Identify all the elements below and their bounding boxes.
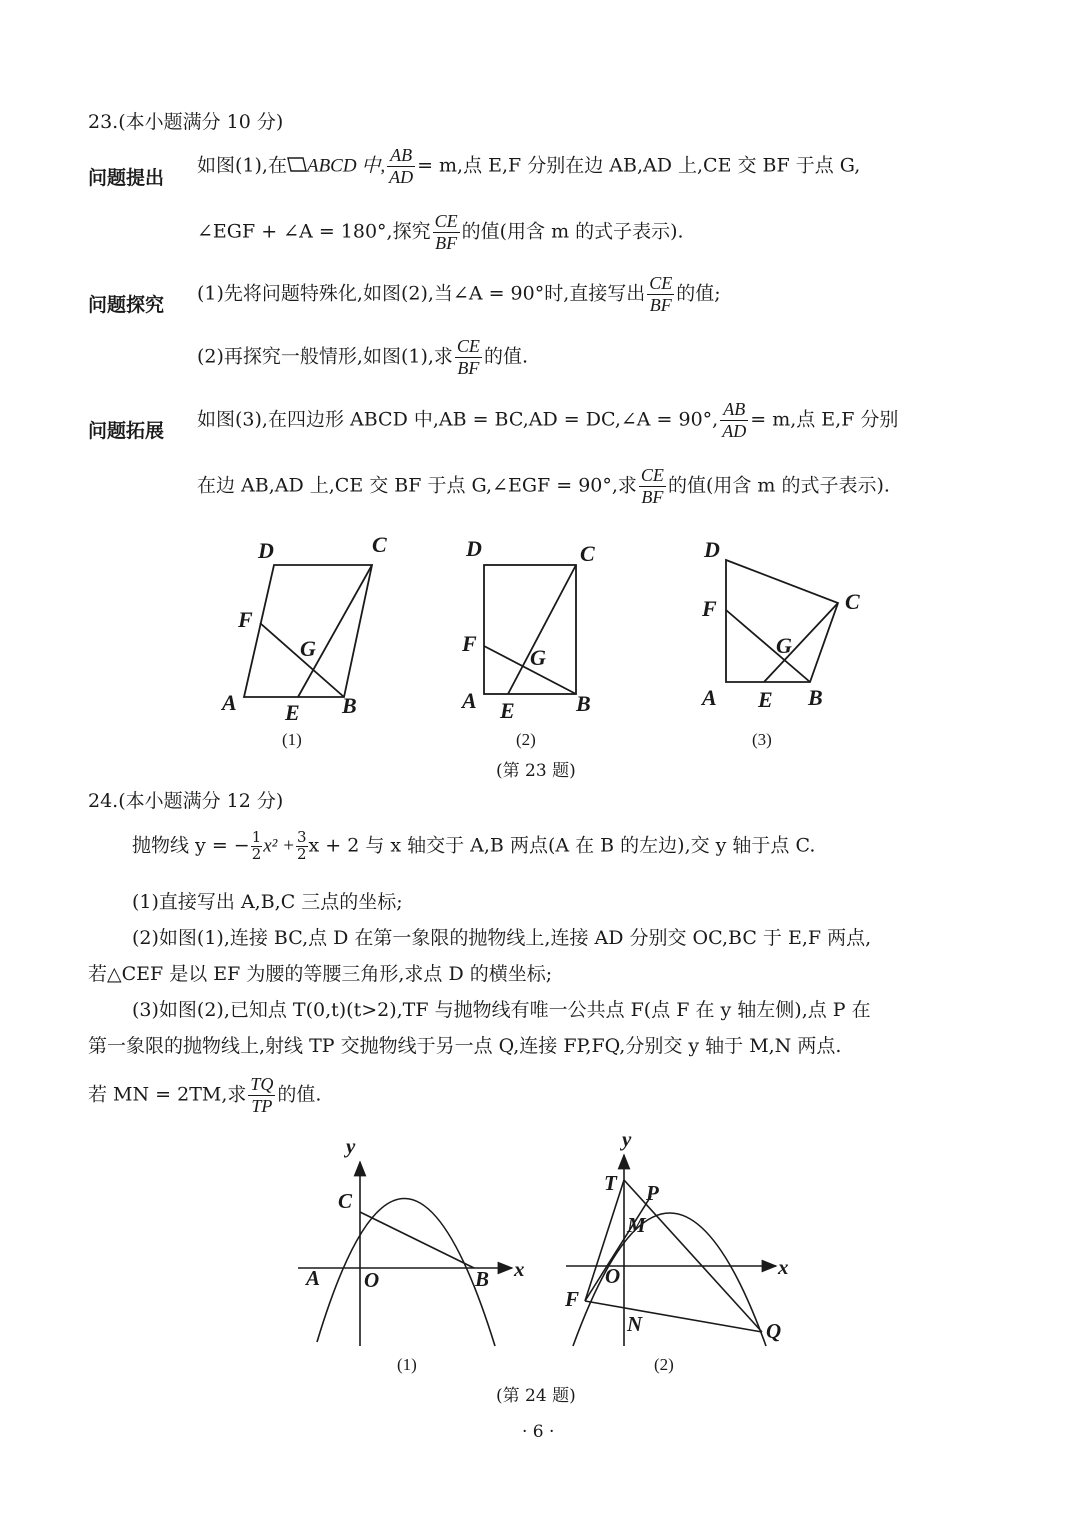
fraction-ce-bf: $\frac{CE}{BF}$	[434, 211, 458, 253]
fig2-caption: (2)	[654, 1355, 674, 1374]
q24-part1: (1)直接写出 A,B,C 三点的坐标;	[132, 891, 403, 913]
q23-figure-caption: (第 23 题)	[496, 761, 576, 781]
text-segment: 的值(用含 m 的式子表示).	[461, 220, 684, 243]
q23-header: 23.(本小题满分 10 分)	[88, 111, 284, 133]
point-label-c: C	[372, 532, 387, 557]
q23-figures	[200, 525, 880, 785]
q24-part2-line2: 若△CEF 是以 EF 为腰的等腰三角形,求点 D 的横坐标;	[88, 963, 553, 985]
point-label-g: G	[776, 633, 792, 658]
text-segment: ∠EGF + ∠A = 180°,探究	[197, 220, 431, 243]
parallelogram-symbol-icon	[287, 155, 307, 173]
q23-raise-line2	[197, 212, 684, 253]
q23-explore-line2	[197, 337, 528, 378]
fig2-rectangle	[484, 565, 576, 694]
q24-figures	[280, 1130, 820, 1400]
text-segment: (1)先将问题特殊化,如图(2),当∠A = 90°时,直接写出	[197, 282, 646, 305]
point-label-f: F	[462, 631, 477, 656]
heading-problem-explore: 问题探究	[88, 294, 165, 316]
point-label-f: F	[565, 1287, 580, 1311]
point-label-g: G	[300, 636, 316, 661]
text-segment: 的值;	[676, 282, 721, 305]
point-label-c: C	[580, 541, 595, 566]
point-label-m: M	[627, 1213, 646, 1237]
fig2-ray-tq	[624, 1180, 762, 1332]
point-label-b: B	[576, 691, 591, 716]
q23-extend-line2	[197, 466, 890, 507]
axis-label-y: y	[622, 1130, 632, 1151]
fraction-three-halves: $\frac{3}{2}$	[296, 828, 307, 863]
q24-part3-line3	[88, 1075, 321, 1116]
fraction-one-half: $\frac{1}{2}$	[251, 828, 262, 863]
fig1-caption: (1)	[282, 730, 302, 749]
point-label-a: A	[222, 690, 237, 715]
point-label-d: D	[466, 536, 482, 561]
point-label-e: E	[758, 687, 773, 712]
fig3-caption: (3)	[752, 730, 772, 749]
text-segment: 若 MN = 2TM,求	[88, 1083, 247, 1106]
text-segment: 如图(1),在	[197, 154, 287, 177]
q24-header: 24.(本小题满分 12 分)	[88, 790, 284, 812]
text-segment: 在边 AB,AD 上,CE 交 BF 于点 G,∠EGF = 90°,求	[197, 474, 637, 497]
fraction-ce-bf: $\frac{CE}{BF}$	[640, 465, 664, 507]
fraction-tq-tp: $\frac{TQ}{TP}$	[250, 1074, 274, 1116]
point-label-b: B	[475, 1267, 490, 1291]
q23-explore-line1	[197, 274, 721, 315]
text-segment: ABCD 中,	[306, 155, 386, 177]
point-label-a: A	[306, 1266, 321, 1290]
fig2-segment-fq	[585, 1301, 762, 1332]
fig2-parabola	[573, 1213, 766, 1346]
point-label-f: F	[238, 607, 253, 632]
point-label-n: N	[627, 1312, 643, 1336]
fig2-segment-ce	[508, 565, 576, 694]
fig1-caption: (1)	[397, 1355, 417, 1374]
point-label-f: F	[702, 596, 717, 621]
text-segment: 的值.	[483, 345, 528, 368]
point-label-b: B	[808, 685, 823, 710]
fig1-parabola	[317, 1198, 495, 1346]
axis-label-y: y	[346, 1134, 356, 1158]
heading-problem-extend: 问题拓展	[88, 420, 165, 442]
q24-part3-line2: 第一象限的抛物线上,射线 TP 交抛物线于另一点 Q,连接 FP,FQ,分别交 y 轴于 M,N 两点.	[88, 1035, 842, 1057]
fraction-ce-bf: $\frac{CE}{BF}$	[649, 273, 673, 315]
text-segment: 如图(3),在四边形 ABCD 中,AB = BC,AD = DC,∠A = 90°,	[197, 408, 719, 431]
point-label-a: A	[462, 688, 477, 713]
q23-raise-line1	[197, 146, 860, 187]
q24-part2-line1: (2)如图(1),连接 BC,点 D 在第一象限的抛物线上,连接 AD 分别交 OC,BC 于 E,F 两点,	[132, 927, 872, 949]
origin-label-o: O	[364, 1268, 380, 1292]
text-segment: x + 2 与 x 轴交于 A,B 两点(A 在 B 的左边),交 y 轴于点 C.	[308, 834, 816, 857]
fraction-ab-ad: $\frac{AB}{AD}$	[389, 145, 414, 187]
fraction-ce-bf: $\frac{CE}{BF}$	[456, 336, 480, 378]
origin-label-o: O	[605, 1264, 621, 1288]
text-segment: x² +	[263, 835, 295, 857]
q24-line1	[132, 830, 815, 863]
point-label-b: B	[342, 693, 357, 718]
page-number: · 6 ·	[522, 1422, 555, 1442]
point-label-d: D	[258, 538, 274, 563]
fig1-segment-ce	[298, 565, 372, 697]
point-label-e: E	[285, 700, 300, 725]
q24-figure-caption: (第 24 题)	[496, 1386, 576, 1406]
text-segment: 的值.	[277, 1083, 322, 1106]
heading-problem-raise: 问题提出	[88, 167, 165, 189]
text-segment: (2)再探究一般情形,如图(1),求	[197, 345, 453, 368]
point-label-a: A	[702, 685, 717, 710]
text-segment: 抛物线 y = −	[132, 834, 250, 857]
q24-part3-line1: (3)如图(2),已知点 T(0,t)(t>2),TF 与抛物线有唯一公共点 F(点 F 在 y 轴左侧),点 P 在	[132, 999, 871, 1021]
point-label-c: C	[338, 1189, 353, 1213]
point-label-t: T	[604, 1171, 617, 1195]
point-label-d: D	[704, 537, 720, 562]
text-segment: 的值(用含 m 的式子表示).	[667, 474, 890, 497]
axis-label-x: x	[778, 1255, 789, 1279]
point-label-p: P	[646, 1181, 659, 1205]
text-segment: = m,点 E,F 分别在边 AB,AD 上,CE 交 BF 于点 G,	[417, 154, 861, 177]
text-segment: = m,点 E,F 分别	[750, 408, 899, 431]
point-label-g: G	[530, 645, 546, 670]
point-label-c: C	[845, 589, 860, 614]
fig2-caption: (2)	[516, 730, 536, 749]
q23-extend-line1	[197, 400, 898, 441]
fig1-segment-bc	[360, 1212, 474, 1268]
axis-label-x: x	[514, 1257, 525, 1281]
point-label-e: E	[500, 698, 515, 723]
fig1-parallelogram	[244, 565, 372, 697]
fraction-ab-ad: $\frac{AB}{AD}$	[722, 399, 747, 441]
point-label-q: Q	[766, 1319, 782, 1343]
